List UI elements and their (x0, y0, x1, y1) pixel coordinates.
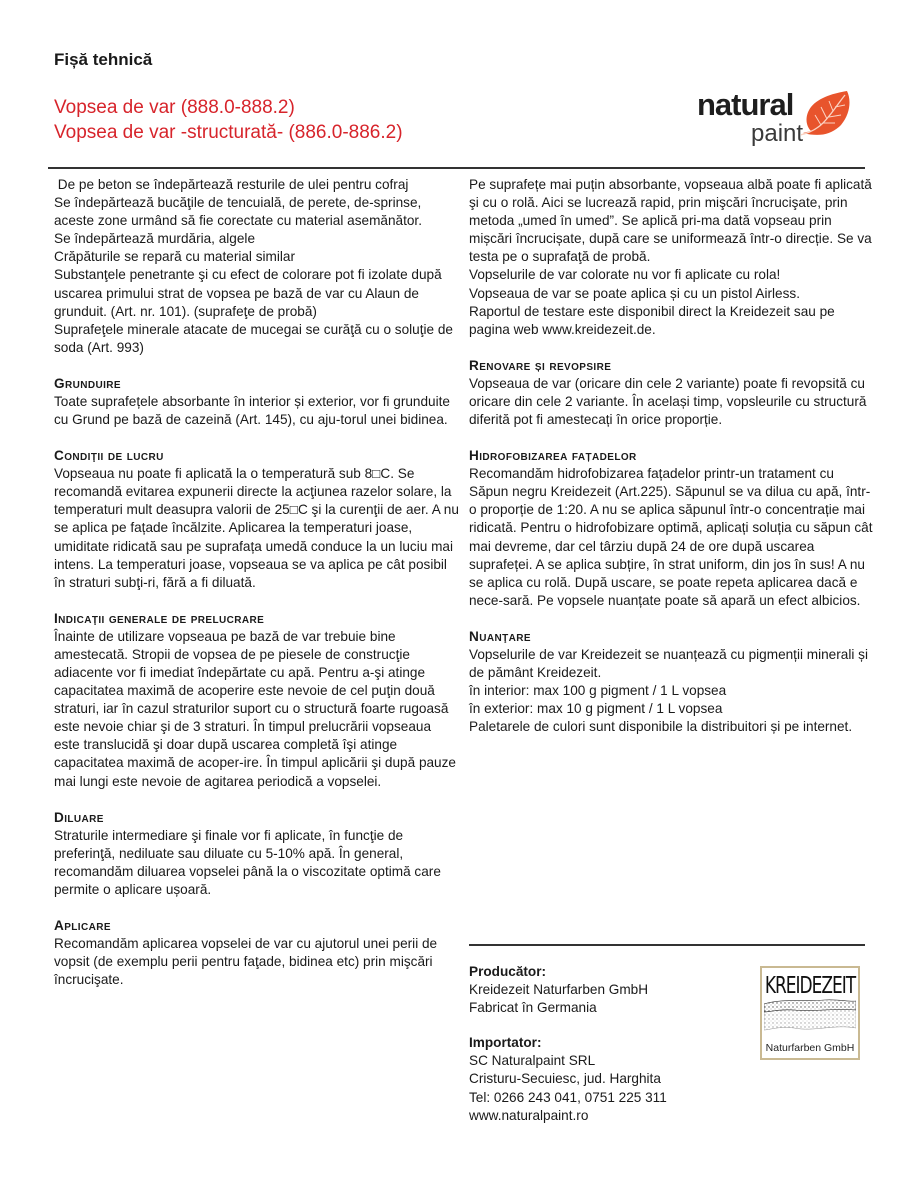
section-indicatii-generale (54, 610, 459, 791)
left-intro-4: Substanţele penetrante şi cu efect de colorare pot fi izolate după uscarea primului strat de vopsea pe bază de var cu Alaun de grunduit. (Art. nr. 101). (suprafeţe de probă) (54, 267, 442, 319)
producer-heading: Producător: (469, 964, 547, 979)
right-intro-2: Vopseaua de var se poate aplica și cu un pistol Airless. (469, 285, 800, 301)
section-heading: Renovare și revopsire (469, 357, 612, 373)
logo-word-paint: paint (751, 120, 804, 147)
document-label: Fișă tehnică (54, 50, 153, 69)
nuantare-line: în interior: max 100 g pigment / 1 L vopsea (469, 683, 727, 699)
section-body: Vopseaua de var (oricare din cele 2 variante) poate fi revopsită cu oricare din cele 2 variante. În același timp, vopsleurile cu structură diferită pot fi amestecați în orice proporție. (469, 375, 867, 428)
left-intro-5: Suprafeţele minerale atacate de mucegai se curăţă cu o soluţie de soda (Art. 993) (54, 321, 453, 355)
left-column (54, 176, 459, 989)
section-renovare (469, 357, 874, 429)
header-divider (48, 167, 865, 169)
producer-origin: Fabricat în Germania (469, 1000, 597, 1016)
section-heading: Condiţii de lucru (54, 448, 164, 464)
section-body: Recomandăm hidrofobizarea fațadelor printr-un tratament cu Săpun negru Kreidezeit (Art.225). Săpunul se va dilua cu apă, într-o proporție de 1:20. A nu se aplica săpunul într-o concentrație mai ridicată. Pentru o hidrofobizare optimă, aplicați soluția cu săpun cât mai devreme, dar cel târziu după 24 de ore după uscarea suprafeței. A se aplica subțire, în strat uniform, din jos în sus! A nu se aplica cu rolă. După uscare, se poate repeta aplicarea dacă e nece-sară. Pe vopsele nuanțate poate să apară un efect albicios. (469, 466, 873, 608)
right-intro-3: Raportul de testare este disponibil direct la Kreidezeit sau pe pagina web www.kreidezeit.de. (469, 303, 835, 337)
importer-address: Cristuru-Secuiesc, jud. Harghita (469, 1071, 661, 1087)
section-aplicare (54, 917, 459, 989)
product-title-line-2: Vopsea de var -structurată- (886.0-886.2) (54, 122, 403, 143)
right-intro-1: Vopselurile de var colorate nu vor fi aplicate cu rola! (469, 267, 781, 283)
footer-divider (469, 944, 865, 946)
strata-icon (764, 998, 856, 1038)
section-body: Înainte de utilizare vopseaua pe bază de var trebuie bine amestecată. Stropii de vopsea de pe piesele de construcţie adiacente vor fi imediat îndepărtate cu apă. Pentru a-şi atinge capacitatea maximă de acoperire este nevoie de cel puţin două straturi, iar în cazul straturilor suport cu o structură foarte rugoasă este nevoie chiar şi de 3 straturi. În timpul prelucrării vopseaua este translucidă şi doar după uscarea completă îşi atinge capacitatea maximă de acoper-ire. În timpul aplicării şi după pauze mai lungi este nevoie de agitarea periodică a vopselei. (54, 628, 456, 789)
kreidezeit-logo (760, 966, 860, 1060)
section-heading: Aplicare (54, 918, 111, 933)
section-body: Straturile intermediare şi finale vor fi aplicate, în funcţie de preferinţă, nediluate sau diluate cu 5-10% apă. În general, recomandăm diluarea vopselei până la o viscozitate optimă care permite o aplicare ușoară. (54, 827, 441, 897)
section-heading: Indicaţii generale de prelucrare (54, 610, 265, 626)
section-body: Vopseaua nu poate fi aplicată la o temperatură sub 8□C. Se recomandă evitarea expunerii directe la acţiunea razelor solare, la temperaturi mult deasupra valorii de 25□C şi la curenţii de aer. A nu se aplica pe fațade încălzite. Aplicarea la temperaturi joase, umiditate ridicată sau pe suprafața umedă conduce la un luciu mai intens. La temperaturi joase, vopseaua se va aplica pe cât posibil în straturi subţi-ri, fără a fi diluată. (54, 466, 459, 590)
producer-name: Kreidezeit Naturfarben GmbH (469, 982, 649, 998)
section-heading: Diluare (54, 809, 104, 825)
importer-heading: Importator: (469, 1035, 542, 1051)
section-grunduire (54, 375, 459, 429)
kreidezeit-logo-subtitle: Naturfarben GmbH (765, 1042, 855, 1054)
nuantare-line: în exterior: max 10 g pigment / 1 L vopsea (469, 701, 723, 717)
left-intro-3: Crăpăturile se repară cu material similar (54, 249, 295, 265)
section-heading: Hidrofobizarea fațadelor (469, 448, 637, 464)
contact-block (469, 963, 749, 1125)
section-conditii-de-lucru (54, 447, 459, 592)
section-hidrofobizare (469, 447, 874, 610)
left-intro-2: Se îndepărtează murdăria, algele (54, 231, 256, 247)
right-intro-0: Pe suprafețe mai puțin absorbante, vopseaua albă poate fi aplicată şi cu o rolă. Aici se lucrează rapid, prin mişcări încrucişate, prin metoda „umed în umed”. Se aplică pri-ma dată vopseau prin mișcări încrucișate, după care se uniformează într-o direcție. Se va testa pe o suprafaţă de probă. (469, 177, 872, 265)
section-nuantare (469, 628, 874, 736)
section-body: Recomandăm aplicarea vopselei de var cu ajutorul unei perii de vopsit (de exemplu perii pentru faţade, bidinea etc) prin mişcări încrucişate. (54, 936, 438, 988)
left-intro-1: Se îndepărtează bucăţile de tencuială, de perete, de-sprinse, aceste zone urmând să fie corectate cu material asemănător. (54, 195, 422, 229)
product-title (54, 95, 403, 145)
section-heading: Nuanţare (469, 628, 531, 644)
importer-website: www.naturalpaint.ro (469, 1107, 589, 1123)
importer-phone: Tel: 0266 243 041, 0751 225 311 (469, 1089, 667, 1105)
kreidezeit-logo-name: KREIDEZEIT (764, 972, 856, 1000)
section-diluare (54, 809, 459, 899)
logo-word-natural: natural (697, 87, 794, 122)
importer-name: SC Naturalpaint SRL (469, 1053, 596, 1069)
section-body: Toate suprafețele absorbante în interior și exterior, vor fi grunduite cu Grund pe bază de cazeină (Art. 145), cu aju-torul unei bidinea. (54, 393, 450, 428)
spacer (469, 1017, 749, 1034)
section-heading: Grunduire (54, 375, 121, 391)
nuantare-line: Vopselurile de var Kreidezeit se nuanțează cu pigmenții minerali și de pământ Kreidezeit. (469, 646, 868, 680)
right-column (469, 176, 874, 736)
nuantare-line: Paletarele de culori sunt disponibile la distribuitori și pe internet. (469, 719, 853, 735)
natural-paint-logo (697, 88, 857, 152)
product-title-line-1: Vopsea de var (888.0-888.2) (54, 97, 295, 118)
leaf-icon (801, 89, 853, 139)
left-intro-0: De pe beton se îndepărtează resturile de ulei pentru cofraj (54, 177, 409, 192)
